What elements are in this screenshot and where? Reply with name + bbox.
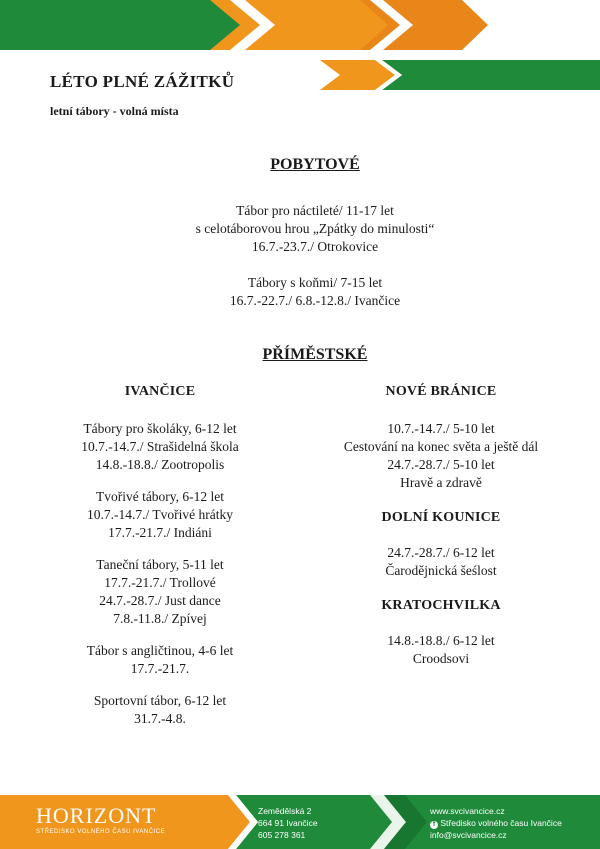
text-line: Tábory s koňmi/ 7-15 let <box>247 275 383 290</box>
text-line: 14.8.-18.8./ Zootropolis <box>95 457 225 472</box>
column-other-locations <box>316 384 566 668</box>
website-link[interactable]: www.svcivancice.cz <box>430 806 505 816</box>
column-ivancice <box>40 384 280 728</box>
column-heading: IVANČICE <box>124 384 196 399</box>
phone-line: 605 278 361 <box>258 830 306 840</box>
text-line: 10.7.-14.7./ Strašidelná škola <box>81 439 239 454</box>
text-line: Tvořivé tábory, 6-12 let <box>95 489 225 504</box>
facebook-line[interactable] <box>430 817 562 829</box>
header-chevron-banner <box>0 0 600 50</box>
email-link[interactable]: info@svcivancice.cz <box>430 830 507 840</box>
text-line: 10.7.-14.7./ 5-10 let <box>387 421 495 436</box>
camp-block <box>40 488 280 542</box>
facebook-icon: f <box>430 821 438 829</box>
text-line: Sportovní tábor, 6-12 let <box>93 693 227 708</box>
camp-block <box>316 632 566 668</box>
text-line: 17.7.-21.7./ Indiáni <box>108 525 212 540</box>
column-heading-kratochvilka: KRATOCHVILKA <box>381 598 501 613</box>
text-line: 24.7.-28.7./ 6-12 let <box>387 545 495 560</box>
logo-subtitle: STŘEDISKO VOLNÉHO ČASU IVANČICE <box>36 829 166 835</box>
section-heading-primestske: PŘÍMĚSTSKÉ <box>262 346 368 363</box>
logo-text: HORIZONT <box>36 803 157 828</box>
header-right-chevrons <box>320 60 600 90</box>
pobytove-block-1 <box>0 202 600 256</box>
facebook-label: Středisko volného času Ivančice <box>440 818 562 828</box>
camp-block <box>316 544 566 580</box>
camp-block <box>40 692 280 728</box>
section-heading-pobytove: POBYTOVÉ <box>270 156 360 173</box>
text-line: 14.8.-18.8./ 6-12 let <box>387 633 495 648</box>
column-heading-dolni-kounice: DOLNÍ KOUNICE <box>381 510 501 525</box>
camp-block <box>40 556 280 628</box>
horizont-logo <box>36 803 165 835</box>
address-line: 664 91 Ivančice <box>258 818 318 828</box>
text-line: Tábor s angličtinou, 4-6 let <box>86 643 234 658</box>
text-line: 17.7.-21.7. <box>130 661 190 676</box>
page-subtitle: letní tábory - volná místa <box>50 104 179 118</box>
text-line: Croodsovi <box>412 651 470 666</box>
text-line: 16.7.-23.7./ Otrokovice <box>251 239 379 254</box>
text-line: Tábor pro náctileté/ 11-17 let <box>236 203 394 218</box>
text-line: Tábory pro školáky, 6-12 let <box>83 421 237 436</box>
text-line: 17.7.-21.7./ Trollové <box>104 575 216 590</box>
footer-address <box>258 805 318 841</box>
text-line: 10.7.-14.7./ Tvořivé hrátky <box>87 507 233 522</box>
text-line: 16.7.-22.7./ 6.8.-12.8./ Ivančice <box>229 293 401 308</box>
page-title: LÉTO PLNÉ ZÁŽITKŮ <box>50 72 235 91</box>
text-line: 24.7.-28.7./ 5-10 let <box>387 457 495 472</box>
camp-block <box>316 420 566 492</box>
camp-block <box>40 642 280 678</box>
text-line: 31.7.-4.8. <box>134 711 186 726</box>
text-line: 7.8.-11.8./ Zpívej <box>113 611 207 626</box>
text-line: 24.7.-28.7./ Just dance <box>99 593 221 608</box>
text-line: Hravě a zdravě <box>400 475 482 490</box>
text-line: Cestování na konec světa a ještě dál <box>343 439 539 454</box>
footer-contact <box>430 805 562 841</box>
column-heading-nove-branice: NOVÉ BRÁNICE <box>385 384 497 399</box>
text-line: s celotáborovou hrou „Zpátky do minulosti“ <box>195 221 435 236</box>
text-line: Čarodějnická šeślost <box>385 563 497 578</box>
text-line: Taneční tábory, 5-11 let <box>96 557 224 572</box>
address-line: Zemědělská 2 <box>258 806 312 816</box>
camp-block <box>40 420 280 474</box>
pobytove-block-2 <box>0 274 600 310</box>
